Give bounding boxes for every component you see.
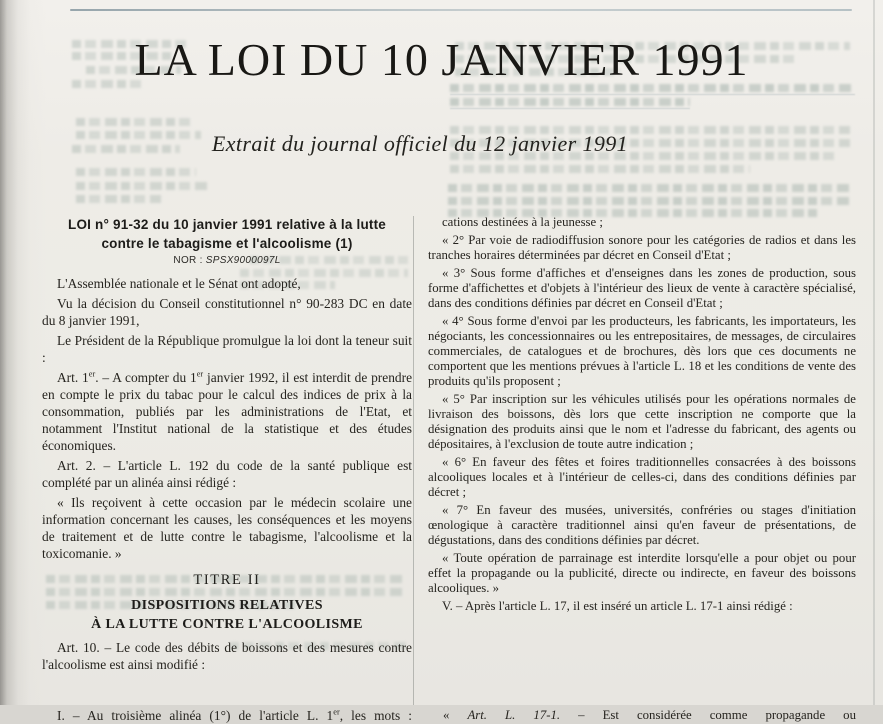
titre-ii-heading: TITRE II xyxy=(193,572,261,588)
paragraph-article-2-quote: « Ils reçoivent à cette occasion par le médecin scolaire une information concernant les causes, les conséquences et les moyens de traitement et de lutte contre le tabagisme, l'alcoolisme et la toxicomanie. » xyxy=(42,495,412,561)
paragraph-article-1: Art. 1er. – A compter du 1er janvier 1992, il est interdit de prendre en compte le prix du tabac pour le calcul des indices de prix à la consommation, publiés par les administrations de l'Etat, et notamment l'Institut national de la statistique et des études économiques. xyxy=(42,369,413,453)
nor-line xyxy=(42,255,412,266)
bleedthrough-line xyxy=(76,168,196,176)
law-title-line2: contre le tabagisme et l'alcoolisme (1) xyxy=(101,236,353,251)
bleedthrough-line xyxy=(450,98,690,106)
bleedthrough-underline xyxy=(450,108,690,109)
section-heading-line1: DISPOSITIONS RELATIVES xyxy=(131,598,323,613)
nor-value: SPSX9000097L xyxy=(205,255,281,266)
paragraph-4deg: « 4° Sous forme d'envoi par les producteurs, les fabricants, les importateurs, les négociants, les concessionnaires ou les entrepositaires, de messages, de circulaires commerciales, de catalogues et de brochures, dès lors que ces documents ne comportent que les mentions prévues à l'article L. 18 et les conditions de vente des produits qu'ils proposent ; xyxy=(428,314,856,388)
nor-label: NOR : xyxy=(173,255,206,266)
bleedthrough-line xyxy=(76,118,191,126)
top-rule-divider xyxy=(70,9,852,11)
law-title-line1: LOI n° 91-32 du 10 janvier 1991 relative à la lutte xyxy=(68,217,386,232)
section-heading xyxy=(42,596,412,634)
paragraph-article-2: Art. 2. – L'article L. 192 du code de la santé publique est complété par un alinéa ainsi rédigé : xyxy=(42,458,412,490)
bleedthrough-line xyxy=(450,165,750,173)
bleedthrough-line xyxy=(76,195,161,203)
section-heading-line2: À LA LUTTE CONTRE L'ALCOOLISME xyxy=(91,617,363,632)
paragraph-2deg: « 2° Par voie de radiodiffusion sonore pour les catégories de radios et dans les tranches horaires déterminées par décret en Conseil d'Etat ; xyxy=(428,233,856,262)
paragraph-3deg: « 3° Sous forme d'affiches et d'enseignes dans les zones de production, sous forme d'affichettes et d'objets à l'intérieur des lieux de vente à caractère spécialisé, dans des conditions définies par décret en Conseil d'Etat ; xyxy=(428,266,856,310)
paragraph-decision: Vu la décision du Conseil constitutionnel n° 90-283 DC en date du 8 janvier 1991, xyxy=(42,296,412,328)
paragraph-parrainage: « Toute opération de parrainage est interdite lorsqu'elle a pour objet ou pour effet la propagande ou la publicité, directe ou indirecte, en faveur des boissons alcooliques. » xyxy=(428,551,856,595)
bleedthrough-underline xyxy=(450,94,855,95)
paragraph-6deg: « 6° En faveur des fêtes et foires traditionnelles consacrées à des boissons alcooliques locales et à l'intérieur de celles-ci, dans des conditions définies par décret ; xyxy=(428,455,856,499)
paragraph-continuation: cations destinées à la jeunesse ; xyxy=(442,215,603,229)
page-subtitle: Extrait du journal officiel du 12 janvier 1991 xyxy=(211,131,629,156)
bleedthrough-line xyxy=(76,182,211,190)
right-column xyxy=(428,215,856,693)
paragraph-7deg: « 7° En faveur des musées, universités, confréries ou stages d'initiation œnologique à caractère traditionnel ainsi qu'en faveur de présentations, de dégustations, dans des conditions définies par décret. xyxy=(428,503,856,547)
partial-line-left: I. – Au troisième alinéa (1°) de l'article L. 1er, les mots : xyxy=(57,707,413,724)
law-title xyxy=(42,215,412,253)
paragraph-promulgation: Le Président de la République promulgue la loi dont la teneur suit : xyxy=(42,333,412,365)
paragraph-5deg: « 5° Par inscription sur les véhicules utilisés pour les opérations normales de livraison des boissons, dès lors que cette inscription ne comporte que la désignation des produits ainsi que le nom et l'adresse du fabricant, des agents ou dépositaires, à l'exclusion de toute autre indication ; xyxy=(428,392,856,451)
page-edge-line xyxy=(873,0,875,705)
bleedthrough-line xyxy=(448,184,853,192)
paragraph-adoption: L'Assemblée nationale et le Sénat ont adopté, xyxy=(57,276,301,291)
bleedthrough-line xyxy=(448,197,853,205)
partial-line-right: « Art. L. 17-1. – Est considérée comme propagande ou xyxy=(443,707,856,722)
page-title: LA LOI DU 10 JANVIER 1991 xyxy=(134,34,749,85)
column-divider xyxy=(413,216,414,705)
paragraph-article-10: Art. 10. – Le code des débits de boissons et des mesures contre l'alcoolisme est ainsi modifié : xyxy=(42,640,412,672)
left-column xyxy=(42,215,412,693)
paragraph-v-article-17: V. – Après l'article L. 17, il est inséré un article L. 17-1 ainsi rédigé : xyxy=(442,599,793,613)
